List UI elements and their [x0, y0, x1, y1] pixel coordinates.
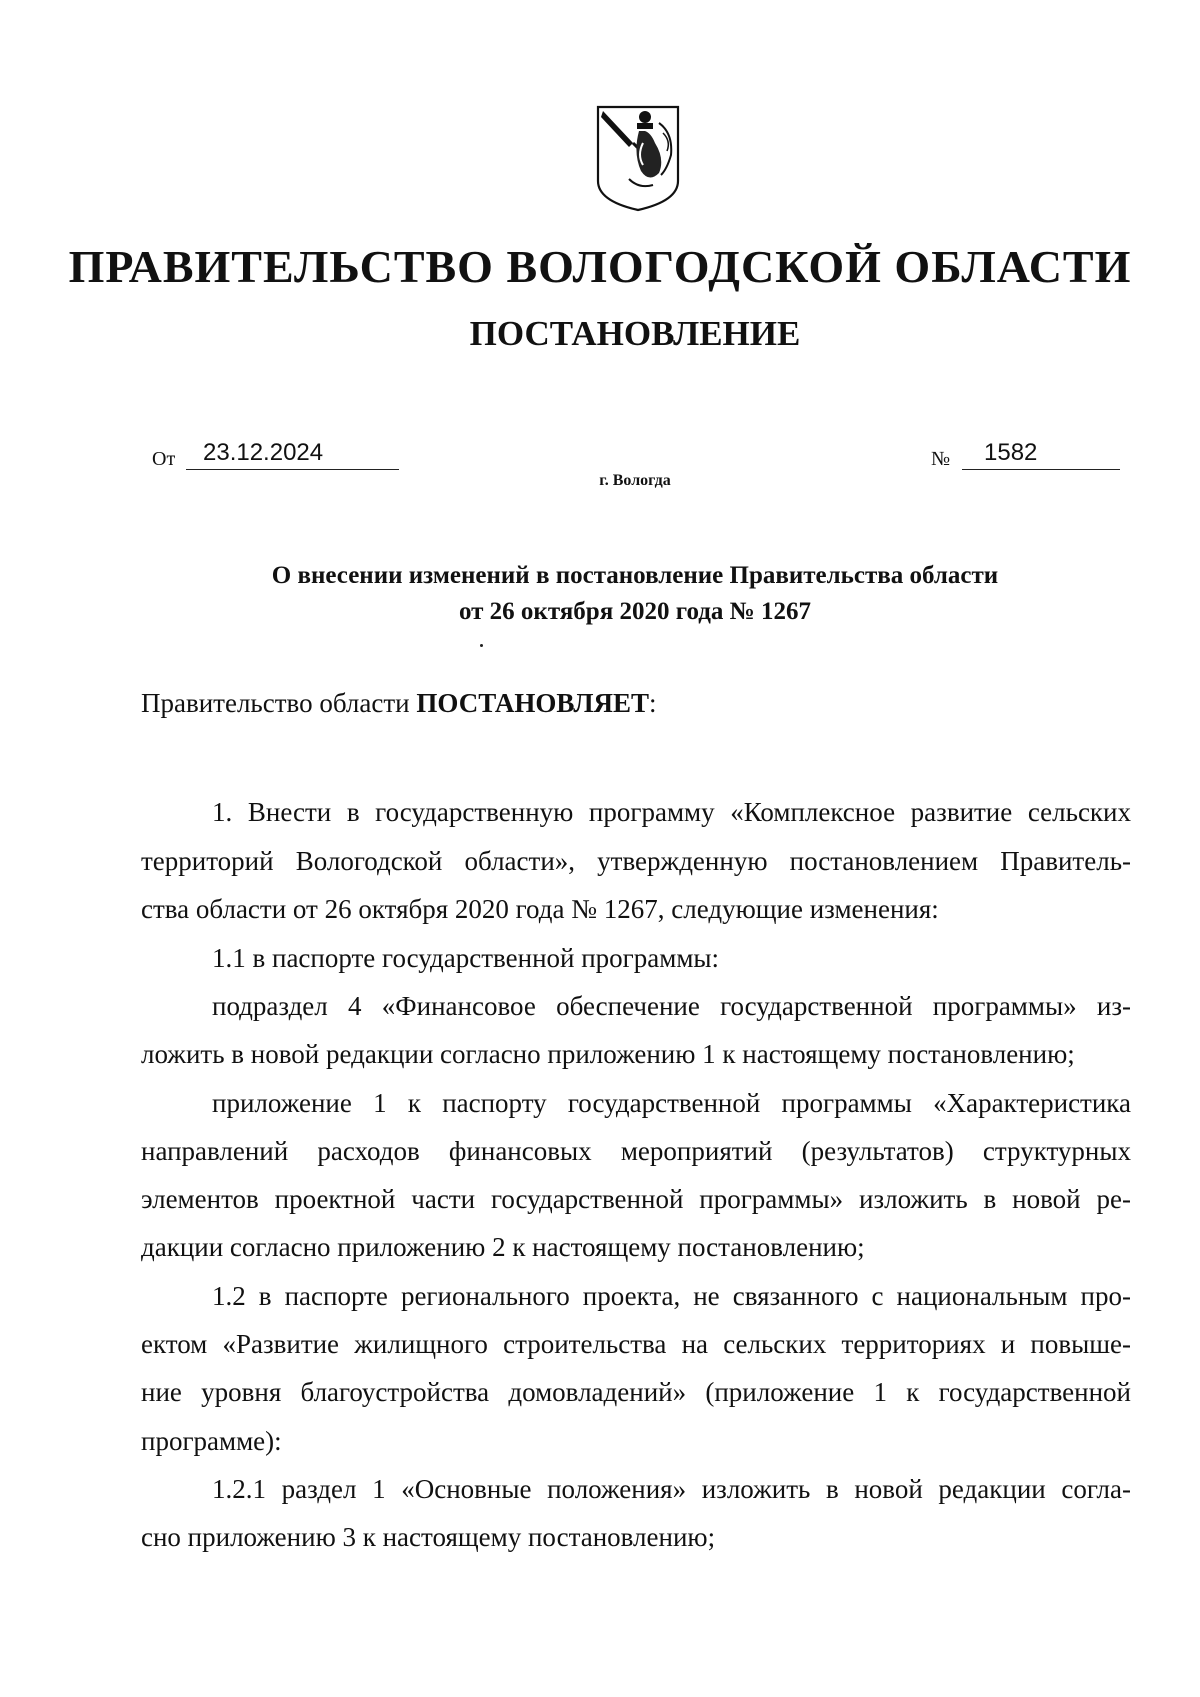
body-line: дакции согласно приложению 2 к настоящему постановлению;: [141, 1232, 865, 1262]
body-line: приложение 1 к паспорту государственной программы «Характеристика: [212, 1088, 1131, 1118]
document-type: ПОСТАНОВЛЕНИЕ: [469, 314, 801, 353]
body-line: ства области от 26 октября 2020 года № 1267, следующие изменения:: [141, 894, 939, 924]
body-line: 1. Внести в государственную программу «Комплексное развитие сельских: [212, 797, 1131, 827]
body-line: элементов проектной части государственной программы» изложить в новой ре-: [141, 1184, 1131, 1214]
body-line: сно приложению 3 к настоящему постановлению;: [141, 1522, 716, 1552]
number-label: №: [931, 448, 951, 470]
document-date: 23.12.2024: [186, 438, 399, 470]
body-line: направлений расходов финансовых мероприятий (результатов) структурных: [141, 1136, 1131, 1166]
body-line: 1.1 в паспорте государственной программы:: [212, 943, 720, 973]
body-line: 1.2.1 раздел 1 «Основные положения» изложить в новой редакции согла-: [212, 1474, 1131, 1504]
coat-of-arms-icon: [593, 103, 683, 213]
preamble: [141, 688, 657, 719]
body-line: 1.2 в паспорте регионального проекта, не связанного с национальным про-: [212, 1281, 1131, 1311]
body-line: ектом «Развитие жилищного строительства на сельских территориях и повыше-: [141, 1329, 1131, 1359]
body-line: ложить в новой редакции согласно приложению 1 к настоящему постановлению;: [141, 1039, 1075, 1069]
body-line: территорий Вологодской области», утвержденную постановлением Правитель-: [141, 846, 1131, 876]
body-line: подраздел 4 «Финансовое обеспечение государственной программы» из-: [212, 991, 1131, 1021]
subject-line-2: от 26 октября 2020 года № 1267: [458, 598, 812, 625]
preamble-suffix: :: [648, 688, 657, 718]
body-line: программе):: [141, 1426, 282, 1456]
city-name: г. Вологда: [599, 472, 671, 489]
date-label: От: [152, 448, 176, 470]
preamble-text: Правительство области: [141, 688, 417, 718]
government-title: ПРАВИТЕЛЬСТВО ВОЛОГОДСКОЙ ОБЛАСТИ: [68, 241, 1132, 292]
document-subject: [0, 558, 1200, 630]
body-line: ние уровня благоустройства домовладений» (приложение 1 к государственной: [141, 1377, 1131, 1407]
stray-dot: [480, 644, 483, 647]
subject-line-1: О внесении изменений в постановление Правительства области: [271, 562, 999, 589]
preamble-verb: ПОСТАНОВЛЯЕТ: [416, 688, 649, 718]
document-number: 1582: [962, 438, 1120, 470]
